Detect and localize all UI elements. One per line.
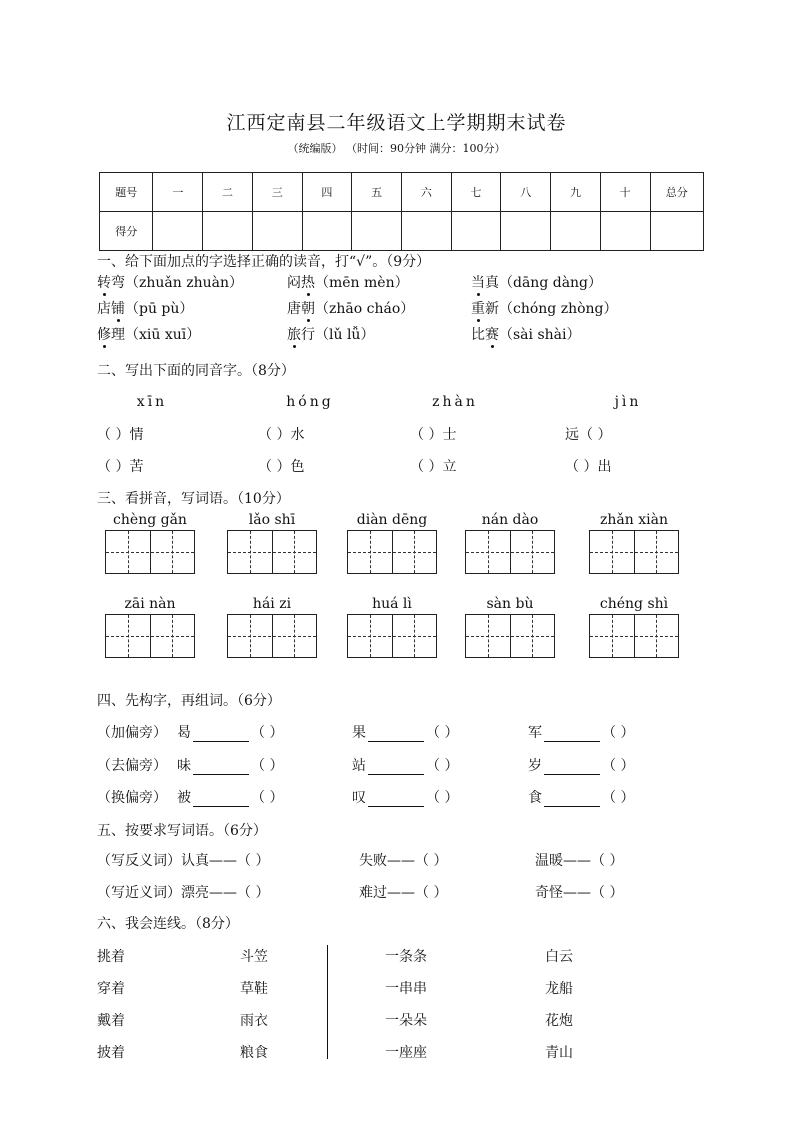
s4-item bbox=[352, 755, 458, 775]
s1-pre: 店 bbox=[97, 301, 111, 317]
s1-dotted-char: 重 bbox=[471, 298, 485, 318]
s4-row-label: （加偏旁） bbox=[97, 725, 167, 741]
s4-answer-line[interactable] bbox=[368, 727, 424, 742]
score-header-cell: 一 bbox=[153, 173, 203, 212]
s6-match-item[interactable]: 白云 bbox=[545, 949, 573, 965]
s3-pinyin: zāi nàn bbox=[124, 596, 176, 612]
score-header-cell: 十 bbox=[600, 173, 650, 212]
s4-item bbox=[528, 787, 634, 807]
s1-post: 新（chóng zhòng） bbox=[485, 301, 618, 317]
s5-item[interactable]: 失败——（ ） bbox=[359, 853, 448, 869]
s6-match-item[interactable]: 一条条 bbox=[385, 949, 427, 965]
s4-char: 果 bbox=[352, 725, 366, 741]
s1-dotted-char: 朝 bbox=[301, 298, 315, 318]
tianzige-box[interactable] bbox=[105, 530, 195, 574]
s4-item bbox=[528, 722, 634, 742]
tianzige-box[interactable] bbox=[105, 614, 195, 658]
s4-item bbox=[352, 787, 458, 807]
s1-post: 理（xiū xuī） bbox=[111, 327, 201, 343]
s1-dotted-char: 热 bbox=[301, 272, 315, 292]
score-header-cell: 题号 bbox=[100, 173, 153, 212]
exam-info: （统编版） （时间：90分钟 满分：100分） bbox=[287, 142, 506, 155]
section-3-heading: 三、看拼音，写词语。（10分） bbox=[97, 491, 290, 507]
tianzige-box[interactable] bbox=[347, 530, 437, 574]
s2-fill-item[interactable]: （ ）立 bbox=[410, 459, 457, 475]
tianzige-box[interactable] bbox=[465, 530, 555, 574]
score-value-row bbox=[100, 212, 704, 251]
s2-fill-item[interactable]: （ ）色 bbox=[258, 459, 305, 475]
score-header-cell: 三 bbox=[252, 173, 302, 212]
s6-match-item[interactable]: 龙船 bbox=[545, 981, 573, 997]
s1-item bbox=[471, 272, 602, 292]
s6-match-item[interactable]: 穿着 bbox=[97, 981, 125, 997]
s4-answer-line[interactable] bbox=[368, 792, 424, 807]
s6-match-item[interactable]: 青山 bbox=[545, 1045, 573, 1061]
score-input-cell[interactable] bbox=[650, 212, 704, 251]
score-input-cell[interactable] bbox=[352, 212, 402, 251]
s5-item[interactable]: 难过——（ ） bbox=[359, 885, 448, 901]
s4-row-label: （去偏旁） bbox=[97, 758, 167, 774]
s1-item bbox=[471, 324, 580, 344]
s2-pinyin: jìn bbox=[614, 394, 642, 410]
s5-item[interactable]: 奇怪——（ ） bbox=[535, 885, 624, 901]
s4-char: 岁 bbox=[528, 758, 542, 774]
s4-item bbox=[177, 787, 283, 807]
s1-item bbox=[97, 324, 200, 344]
s2-pinyin: hóng bbox=[286, 394, 334, 410]
s1-item bbox=[97, 272, 243, 292]
s1-post: （sài shài） bbox=[499, 327, 581, 343]
score-header-row bbox=[100, 173, 704, 212]
section-5-heading: 五、按要求写词语。（6分） bbox=[97, 823, 267, 839]
s4-char: 站 bbox=[352, 758, 366, 774]
s1-post: 真（dāng dàng） bbox=[485, 275, 603, 291]
tianzige-box[interactable] bbox=[465, 614, 555, 658]
s5-item[interactable]: （写反义词）认真——（ ） bbox=[97, 853, 270, 869]
s3-pinyin: diàn dēng bbox=[356, 512, 428, 528]
s4-answer-line[interactable] bbox=[193, 727, 249, 742]
s1-dotted-char: 赛 bbox=[485, 324, 499, 344]
s4-item bbox=[352, 722, 458, 742]
s4-answer-line[interactable] bbox=[368, 760, 424, 775]
score-header-cell: 九 bbox=[551, 173, 601, 212]
section-4-heading: 四、先构字，再组词。（6分） bbox=[97, 693, 281, 709]
s4-answer-line[interactable] bbox=[544, 760, 600, 775]
score-table bbox=[99, 172, 704, 251]
section-1-heading: 一、给下面加点的字选择正确的读音，打“√”。（9分） bbox=[97, 254, 431, 270]
s2-fill-item[interactable]: （ ）苦 bbox=[97, 459, 144, 475]
s5-item[interactable]: 温暖——（ ） bbox=[535, 853, 624, 869]
s6-match-item[interactable]: 一座座 bbox=[385, 1045, 427, 1061]
s4-answer-line[interactable] bbox=[544, 792, 600, 807]
s4-word-paren[interactable]: （ ） bbox=[602, 725, 635, 741]
s4-word-paren[interactable]: （ ） bbox=[602, 758, 635, 774]
s6-match-item[interactable]: 斗笠 bbox=[240, 949, 268, 965]
s1-item bbox=[471, 298, 618, 318]
s4-item bbox=[177, 722, 283, 742]
s1-dotted-char: 修 bbox=[97, 324, 111, 344]
score-header-cell: 五 bbox=[352, 173, 402, 212]
s4-word-paren[interactable]: （ ） bbox=[426, 790, 459, 806]
s4-word-paren[interactable]: （ ） bbox=[602, 790, 635, 806]
s1-dotted-char: 铺 bbox=[111, 298, 125, 318]
s1-pre: 比 bbox=[471, 327, 485, 343]
score-header-cell: 二 bbox=[203, 173, 253, 212]
s6-match-item[interactable]: 挑着 bbox=[97, 949, 125, 965]
tianzige-box[interactable] bbox=[227, 614, 317, 658]
tianzige-box[interactable] bbox=[347, 614, 437, 658]
score-input-cell[interactable] bbox=[203, 212, 253, 251]
s4-item bbox=[528, 755, 634, 775]
s1-dotted-char: 当 bbox=[471, 272, 485, 292]
tianzige-box[interactable] bbox=[589, 614, 679, 658]
s4-char: 食 bbox=[528, 790, 542, 806]
score-header-cell: 四 bbox=[302, 173, 352, 212]
s4-word-paren[interactable]: （ ） bbox=[251, 790, 284, 806]
s1-item bbox=[287, 324, 374, 344]
s1-pre: 唐 bbox=[287, 301, 301, 317]
s4-char: 被 bbox=[177, 790, 191, 806]
score-label-cell: 得分 bbox=[100, 212, 153, 251]
s6-match-item[interactable]: 粮食 bbox=[240, 1045, 268, 1061]
s4-answer-line[interactable] bbox=[193, 760, 249, 775]
s3-pinyin: chèng gǎn bbox=[113, 512, 187, 528]
s2-fill-item[interactable]: （ ）士 bbox=[410, 427, 457, 443]
s6-match-item[interactable]: 一朵朵 bbox=[385, 1013, 427, 1029]
s1-post: （mēn mèn） bbox=[315, 275, 409, 291]
score-input-cell[interactable] bbox=[252, 212, 302, 251]
s3-pinyin: lǎo shī bbox=[248, 512, 296, 528]
s3-pinyin: hái zi bbox=[252, 596, 292, 612]
s6-match-item[interactable]: 草鞋 bbox=[240, 981, 268, 997]
s6-match-item[interactable]: 花炮 bbox=[545, 1013, 573, 1029]
s4-row-label: （换偏旁） bbox=[97, 790, 167, 806]
s2-pinyin: zhàn bbox=[432, 394, 478, 410]
score-header-cell: 七 bbox=[451, 173, 501, 212]
s4-char: 军 bbox=[528, 725, 542, 741]
s6-match-item[interactable]: 戴着 bbox=[97, 1013, 125, 1029]
tianzige-box[interactable] bbox=[589, 530, 679, 574]
s4-answer-line[interactable] bbox=[544, 727, 600, 742]
tianzige-box[interactable] bbox=[227, 530, 317, 574]
s6-match-item[interactable]: 雨衣 bbox=[240, 1013, 268, 1029]
s1-post: 行（lǔ lǚ） bbox=[301, 327, 375, 343]
s4-answer-line[interactable] bbox=[193, 792, 249, 807]
s4-char: 味 bbox=[177, 758, 191, 774]
score-header-cell: 总分 bbox=[650, 173, 704, 212]
s3-pinyin: zhǎn xiàn bbox=[600, 512, 668, 528]
s4-item bbox=[177, 755, 283, 775]
s2-pinyin: xīn bbox=[136, 394, 168, 410]
score-header-cell: 八 bbox=[501, 173, 551, 212]
s4-word-paren[interactable]: （ ） bbox=[251, 758, 284, 774]
divider-line bbox=[327, 945, 328, 1059]
s6-match-item[interactable]: 一串串 bbox=[385, 981, 427, 997]
s4-word-paren[interactable]: （ ） bbox=[251, 725, 284, 741]
score-input-cell[interactable] bbox=[551, 212, 601, 251]
page-title: 江西定南县二年级语文上学期期末试卷 bbox=[226, 112, 567, 134]
s1-dotted-char: 旅 bbox=[287, 324, 301, 344]
s3-pinyin: huá lì bbox=[372, 596, 412, 612]
score-input-cell[interactable] bbox=[302, 212, 352, 251]
s2-fill-item[interactable]: （ ）水 bbox=[258, 427, 305, 443]
s3-pinyin: nán dào bbox=[481, 512, 539, 528]
s4-word-paren[interactable]: （ ） bbox=[426, 758, 459, 774]
s2-fill-item[interactable]: （ ）情 bbox=[97, 427, 144, 443]
score-input-cell[interactable] bbox=[153, 212, 203, 251]
s3-pinyin: sàn bù bbox=[486, 596, 534, 612]
section-6-heading: 六、我会连线。（8分） bbox=[97, 916, 239, 932]
s2-fill-item[interactable]: （ ）出 bbox=[565, 459, 612, 475]
s4-char: 曷 bbox=[177, 725, 191, 741]
s1-item bbox=[287, 272, 409, 292]
s2-fill-item[interactable]: 远（ ） bbox=[565, 427, 612, 443]
section-2-heading: 二、写出下面的同音字。（8分） bbox=[97, 363, 295, 379]
score-input-cell[interactable] bbox=[451, 212, 501, 251]
s1-post: （zhāo cháo） bbox=[315, 301, 415, 317]
s4-char: 叹 bbox=[352, 790, 366, 806]
s4-word-paren[interactable]: （ ） bbox=[426, 725, 459, 741]
score-input-cell[interactable] bbox=[401, 212, 451, 251]
s6-match-item[interactable]: 披着 bbox=[97, 1045, 125, 1061]
score-input-cell[interactable] bbox=[501, 212, 551, 251]
s1-item bbox=[97, 298, 193, 318]
s1-item bbox=[287, 298, 414, 318]
s1-dotted-char: 转 bbox=[97, 272, 111, 292]
s5-item[interactable]: （写近义词）漂亮——（ ） bbox=[97, 885, 270, 901]
score-input-cell[interactable] bbox=[600, 212, 650, 251]
s1-post: 弯（zhuǎn zhuàn） bbox=[111, 275, 243, 291]
s3-pinyin: chéng shì bbox=[599, 596, 669, 612]
score-header-cell: 六 bbox=[401, 173, 451, 212]
s1-pre: 闷 bbox=[287, 275, 301, 291]
s1-post: （pū pù） bbox=[125, 301, 194, 317]
